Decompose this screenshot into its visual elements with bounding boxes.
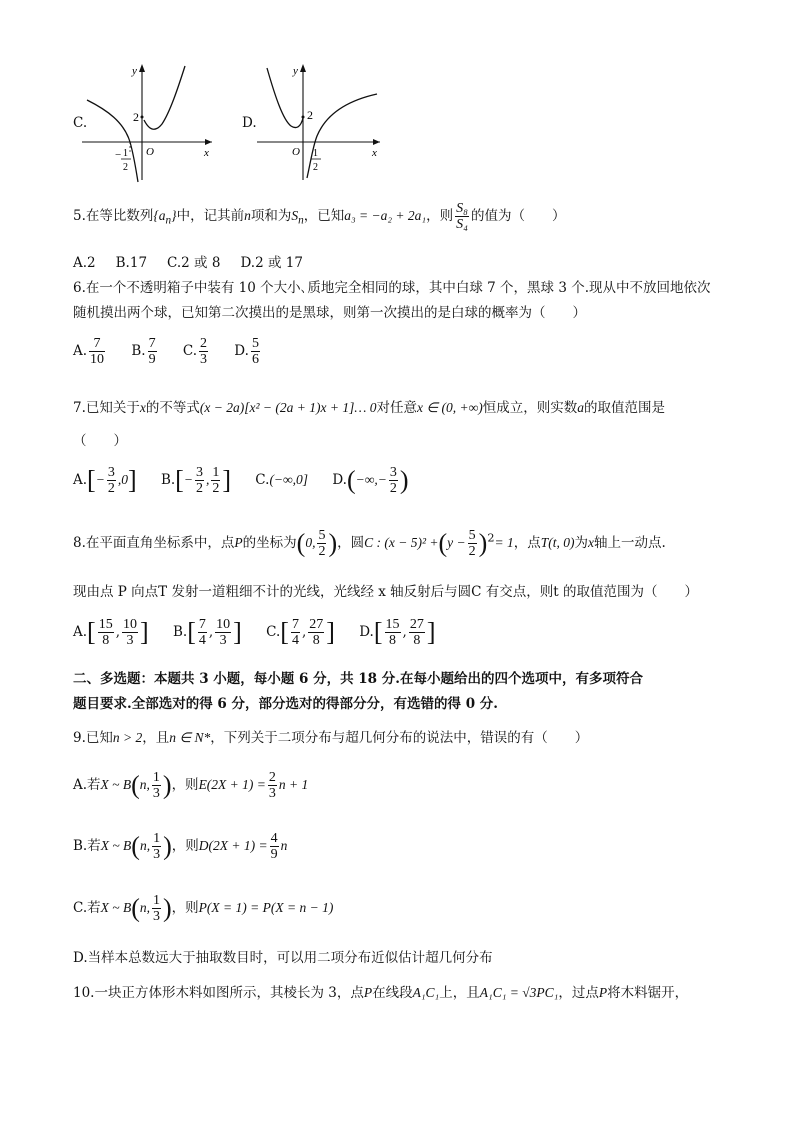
q6-option-c: C. $\frac{2}{3}$ <box>182 336 207 367</box>
q9-option-b: B.若X ~ B(n, $\frac{1}{3}$ )，则D(2X + 1) = $\frac{4}{9}$ n <box>73 831 288 862</box>
q7-option-c: C.(−∞,0] <box>255 472 309 488</box>
q6-option-b: B. $\frac{7}{9}$ <box>131 336 156 367</box>
option-d-label: D. <box>242 115 257 131</box>
graph-c-x-label: x <box>204 147 209 159</box>
graph-d-y-label: y <box>293 65 298 77</box>
q8-stem: 8.在平面直角坐标系中，点P的坐标为(0, $\frac{5}{2}$ )，圆C : (x − 5)² +(y − $\frac{5}{2}$ )$^2$= 1，点T(t, 0)为x轴上一动点. <box>73 528 666 559</box>
q9-option-c: C.若X ~ B(n, $\frac{1}{3}$ )，则P(X = 1) = P(X = n − 1) <box>73 893 334 924</box>
graph-c-root-den: 2 <box>123 162 128 173</box>
q8-options <box>73 617 456 648</box>
q9-option-d: D.当样本总数远大于抽取数目时，可以用二项分布近似估计超几何分布 <box>73 950 493 966</box>
q9-stem: 9.已知n > 2，且n ∈ N*，下列关于二项分布与超几何分布的说法中，错误的有（ ） <box>73 730 589 746</box>
graph-c <box>82 60 217 185</box>
graph-d-root-den: 2 <box>313 162 318 173</box>
graph-c-x-arrow <box>205 139 212 145</box>
q6-line1: 6.在一个不透明箱子中装有 10 个大小､质地完全相同的球，其中白球 7 个，黑球 3 个.现从中不放回地依次 <box>73 280 711 296</box>
q7-option-d: D.(−∞,− $\frac{3}{2}$ ) <box>332 465 409 496</box>
q5-options <box>73 251 323 271</box>
q8-option-c: C.[ $\frac{7}{4}$ , $\frac{27}{8}$ ] <box>266 617 335 648</box>
q5-option-a: A.2 <box>73 255 96 271</box>
section2-line1: 二、多选题：本题共 3 小题，每小题 6 分，共 18 分.在每小题给出的四个选项中，有多项符合 <box>73 671 643 687</box>
graph-c-intercept: 2 <box>133 110 139 124</box>
q7-stem: 7.已知关于x的不等式(x − 2a)[x² − (2a + 1)x + 1]… 0对任意x ∈ (0, +∞)恒成立，则实数a的取值范围是 <box>73 400 665 416</box>
q8-option-b: B.[ $\frac{7}{4}$ , $\frac{10}{3}$ ] <box>172 617 242 648</box>
graph-c-right-branch <box>144 66 185 129</box>
graph-c-origin: O <box>146 146 154 158</box>
q6-option-a: A. $\frac{7}{10}$ <box>73 336 105 367</box>
graph-d-x-arrow <box>373 139 380 145</box>
graph-d-origin: O <box>292 146 300 158</box>
q6-option-d: D. $\frac{5}{6}$ <box>234 336 259 367</box>
q7-options <box>73 465 429 496</box>
q5-option-c: C.2 或 8 <box>167 255 221 271</box>
graph-d-intercept: 2 <box>307 108 313 122</box>
q6-line2: 随机摸出两个球，已知第二次摸出的是黑球，则第一次摸出的是白球的概率为（ ） <box>73 305 586 321</box>
graph-d-root-num: 1 <box>313 148 318 159</box>
graph-c-y-arrow <box>139 64 145 72</box>
graph-d-point <box>302 116 305 119</box>
q5-option-b: B.17 <box>115 255 148 271</box>
q5-stem: 5.在等比数列$\{a_n\}$中，记其前n项和为$S_n$，已知a₃ = −a₂ + 2a₁，则 $\frac{\text{S₈}}{\text{S₄}}$ 的值为（ ） <box>73 201 566 232</box>
q7-option-b: B.[− $\frac{3}{2}$ , $\frac{1}{2}$ ] <box>160 465 231 496</box>
graph-d-y-arrow <box>300 64 306 72</box>
graph-c-y-label: y <box>132 65 137 77</box>
option-c-label: C. <box>73 115 88 131</box>
graph-c-root-sign: − <box>115 149 122 161</box>
graph-c-point <box>141 116 144 119</box>
q9-option-a: A.若X ~ B(n, $\frac{1}{3}$ )，则E(2X + 1) = $\frac{2}{3}$ n + 1 <box>73 770 309 801</box>
section2-line2: 题目要求.全部选对的得 6 分，部分选对的得部分分，有选错的得 0 分. <box>73 696 498 712</box>
q8-line2: 现由点 P 向点T 发射一道粗细不计的光线，光线经 x 轴反射后与圆C 有交点，则t 的取值范围为（ ） <box>73 584 698 600</box>
q7-option-a: A.[− $\frac{3}{2}$ ,0] <box>73 465 137 496</box>
q5-option-d: D.2 或 17 <box>240 255 303 271</box>
graph-d <box>255 60 385 185</box>
graph-c-root-num: 1 <box>123 148 128 159</box>
q8-option-d: D.[ $\frac{15}{8}$ , $\frac{27}{8}$ ] <box>359 617 436 648</box>
graph-d-x-label: x <box>372 147 377 159</box>
q7-paren: （ ） <box>73 433 127 449</box>
q6-options <box>73 336 282 367</box>
q8-option-a: A.[ $\frac{15}{8}$ , $\frac{10}{3}$ ] <box>73 617 149 648</box>
graph-c-left-branch <box>87 100 138 182</box>
q10-line1: 10.一块正方体形木料如图所示，其棱长为 3，点P在线段A₁C₁上，且A₁C₁ = √3PC₁，过点P将木料锯开， <box>73 985 689 1001</box>
